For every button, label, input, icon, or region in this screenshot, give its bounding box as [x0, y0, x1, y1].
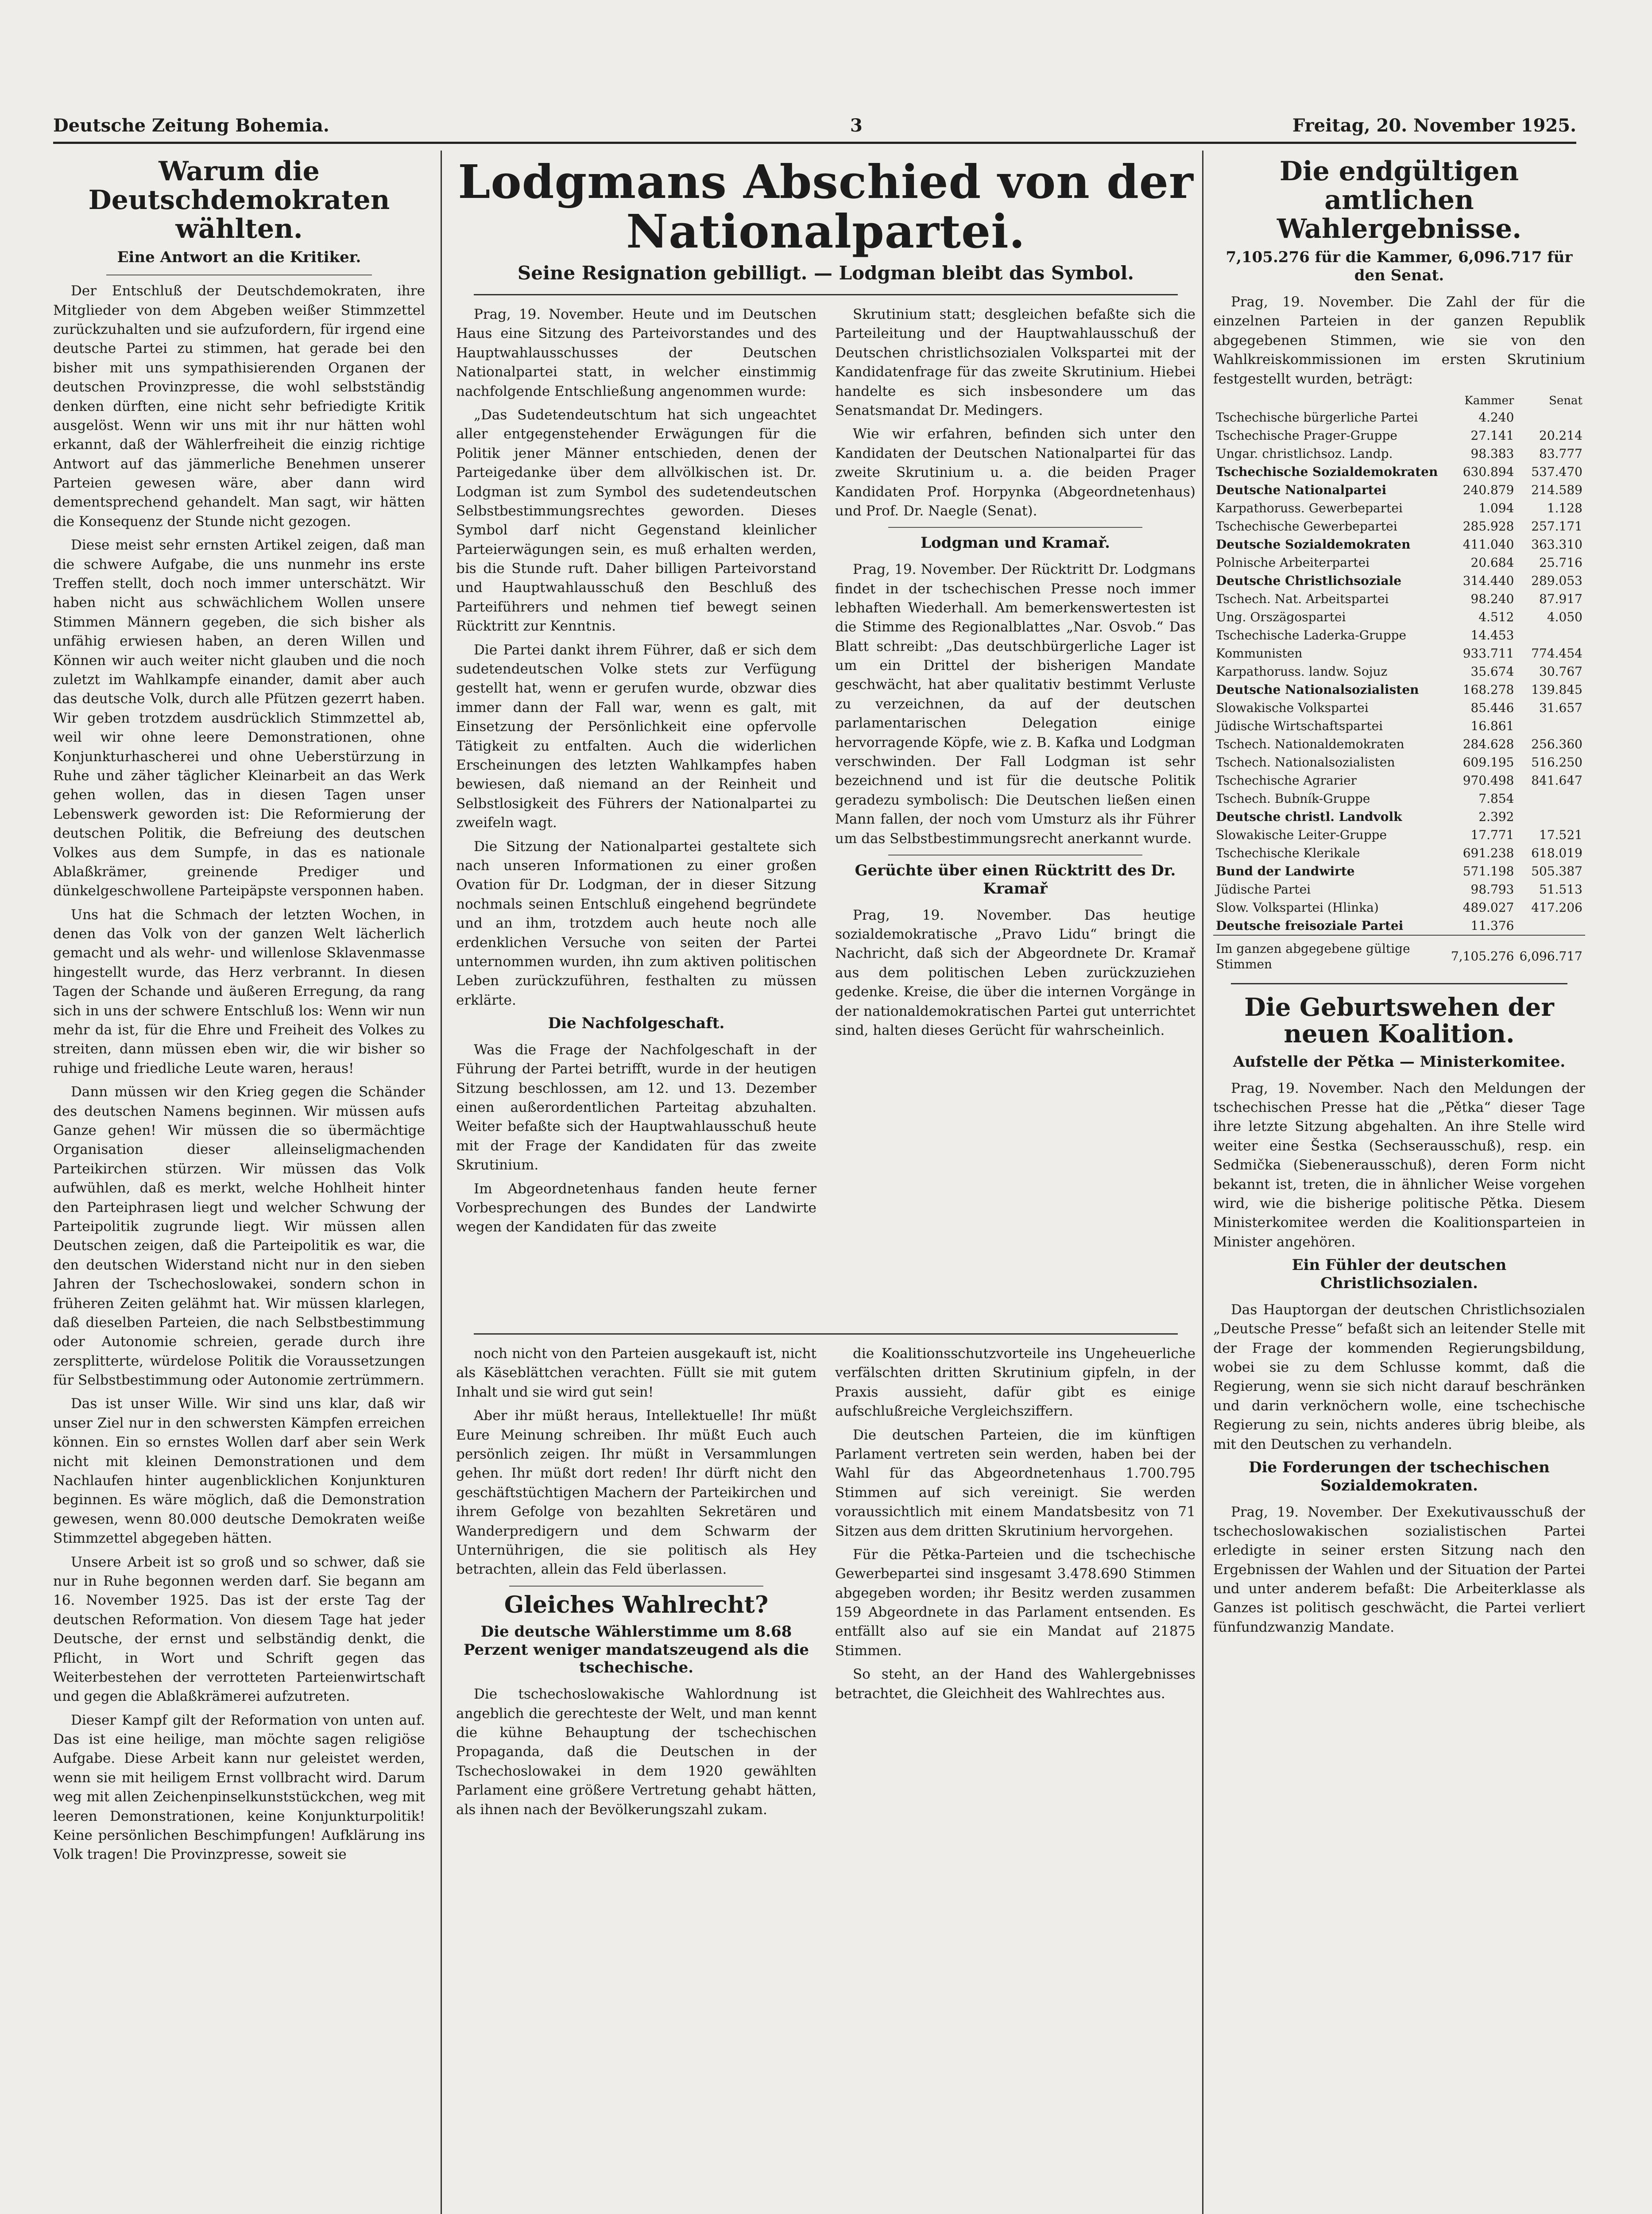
- divider: [474, 1333, 1178, 1335]
- table-row: [1213, 880, 1585, 898]
- table-row: [1213, 753, 1585, 771]
- table-row: [1213, 554, 1585, 572]
- paragraph: So steht, an der Hand des Wahlergebnisses betrachtet, die Gleichheit des Wahlrechtes aus.: [835, 1666, 1195, 1702]
- table-cell-senat: 417.206: [1531, 900, 1582, 915]
- table-cell-party: Deutsche christl. Landvolk: [1216, 809, 1402, 824]
- table-cell-party: Tschechische Gewerbepartei: [1216, 519, 1397, 534]
- table-cell-party: Karpathoruss. landw. Sojuz: [1216, 664, 1388, 679]
- article-subtitle-koalition: Aufstelle der Pětka — Ministerkomitee.: [1233, 1053, 1566, 1071]
- table-row: [1213, 517, 1585, 535]
- table-row: [1213, 844, 1585, 862]
- lower-article-body: [456, 1344, 1195, 1824]
- election-results-table: [1213, 393, 1585, 973]
- table-cell-kammer: 11.376: [1470, 918, 1514, 933]
- table-cell-kammer: 98.793: [1470, 882, 1514, 897]
- table-cell-party: Slowakische Leiter-Gruppe: [1216, 827, 1387, 842]
- table-cell-party: Ungar. christlichsoz. Landp.: [1216, 446, 1393, 461]
- paragraph: Prag, 19. November. Die Zahl der für die einzelnen Parteien in der ganzen Republik abgegebenen Stimmen, wie sie von den Wahlkreiskommissionen im ersten Skrutinium festgestellt wurden, beträgt:: [1213, 294, 1585, 387]
- table-cell-party: Tschech. Bubník-Gruppe: [1216, 791, 1370, 806]
- table-cell-senat: 505.387: [1531, 863, 1582, 879]
- table-cell-party: Tschechische Laderka-Gruppe: [1216, 627, 1407, 643]
- paragraph: Was die Frage der Nachfolgeschaft in der Führung der Partei betrifft, wurde in der heutigen Sitzung beschlossen, am 12. und 13. Dezember einen außerordentlichen Parteitag abzuhalten. Weiter befaßte sich der Hauptwahlausschuß heute mit der Frage der Kandidaten für das zweite Skrutinium.: [456, 1041, 816, 1173]
- table-cell-party: Slowakische Volkspartei: [1216, 700, 1369, 715]
- table-header-senat: Senat: [1549, 394, 1582, 407]
- table-cell-senat: 4.050: [1547, 609, 1582, 624]
- article-subtitle-wahlergebnisse: 7,105.276 für die Kammer, 6,096.717 für den Senat.: [1226, 248, 1573, 285]
- table-row: [1213, 535, 1585, 554]
- column-center: [456, 157, 1195, 2214]
- paragraph: „Das Sudetendeutschtum hat sich ungeachtet aller entgegenstehender Erwägungen für die Politik jener Männer entschieden, denen der Parteigedanke über dem allvölkischen ist. Dr. Lodgman ist zum Symbol des sudetendeutschen Selbstbestimmungsrechtes geworden. Dieses Symbol darf nicht Gegenstand kleinlicher Parteierwägungen sein, es muß erhalten werden, bis die Stunde ruft. Daher billigen Parteivorstand und Hauptwahlausschuß den Beschluß des Parteiführers und nehmen tief bewegt seinen Rücktritt zur Kenntnis.: [456, 406, 816, 635]
- divider: [474, 294, 1178, 295]
- section-heading-geruechte: Gerüchte über einen Rücktritt des Dr. Kramař: [855, 861, 1176, 898]
- table-cell-kammer: 16.861: [1470, 718, 1514, 733]
- table-cell-senat: 841.647: [1531, 773, 1582, 788]
- table-cell-kammer: 691.238: [1462, 845, 1514, 860]
- divider: [888, 527, 1142, 528]
- table-cell-senat: 363.310: [1531, 537, 1582, 552]
- table-cell-kammer: 35.674: [1470, 664, 1514, 679]
- table-cell-senat: 257.171: [1531, 519, 1582, 534]
- table-cell-kammer: 168.278: [1462, 682, 1514, 697]
- table-row: [1213, 608, 1585, 626]
- table-cell-kammer: 17.771: [1470, 827, 1514, 842]
- lodgman-article-body: [456, 305, 1195, 1324]
- table-cell-kammer: 630.894: [1462, 464, 1514, 479]
- table-cell-party: Tschech. Nationaldemokraten: [1216, 736, 1404, 751]
- table-cell-party: Deutsche Christlichsoziale: [1216, 573, 1402, 588]
- subheading-wahlrecht: Die deutsche Wählerstimme um 8.68 Perzent weniger mandatszeugend als die tschechische.: [463, 1622, 809, 1677]
- table-cell-senat: 51.513: [1539, 882, 1582, 897]
- table-row: [1213, 445, 1585, 463]
- table-cell-senat: 516.250: [1531, 755, 1582, 770]
- section-heading-kramar: Lodgman und Kramař.: [921, 534, 1110, 552]
- table-cell-senat: [1517, 717, 1585, 735]
- total-kammer: 7,105.276: [1448, 935, 1517, 973]
- table-cell-kammer: 609.195: [1462, 755, 1514, 770]
- divider: [1231, 983, 1567, 984]
- paragraph: Die Sitzung der Nationalpartei gestaltete sich nach unseren Informationen zu einer großen Ovation für Dr. Lodgman, der in dieser Sitzung nochmals seinen Entschluß eingehend begründete und an ihm, trotzdem auch heute noch alle erdenklichen Versuche von seiten der Partei unternommen wurden, ihn zum aktiven politischen Leben zurückzuführen, festhalten zu müssen erklärte.: [456, 838, 816, 1008]
- table-cell-senat: 214.589: [1531, 482, 1582, 497]
- paragraph: Die deutschen Parteien, die im künftigen Parlament vertreten sein werden, haben bei der Wahl für das Abgeordnetenhaus 1.700.795 Stimmen auf sich vereinigt. Sie werden voraussichtlich mit einem Mandatsbesitz von 71 Sitzen aus dem dritten Skrutinium hervorgehen.: [835, 1427, 1195, 1539]
- paragraph: Im Abgeordnetenhaus fanden heute ferner Vorbesprechungen des Bundes der Landwirte wegen der Kandidaten für das zweite: [456, 1181, 816, 1235]
- paragraph: Skrutinium statt; desgleichen befaßte sich die Parteileitung und der Hauptwahlausschuß der Deutschen christlichsozialen Volkspartei mit der Kandidatenfrage für das zweite Skrutinium. Hiebei handelte es sich insbesondere um das Senatsmandat Dr. Medingers.: [835, 306, 1195, 418]
- table-cell-party: Kommunisten: [1216, 646, 1303, 661]
- table-row: [1213, 771, 1585, 790]
- table-cell-kammer: 284.628: [1462, 736, 1514, 751]
- table-cell-senat: 87.917: [1539, 591, 1582, 606]
- table-cell-party: Jüdische Partei: [1216, 882, 1311, 897]
- table-cell-kammer: 27.141: [1470, 428, 1514, 443]
- paper-name: Deutsche Zeitung Bohemia.: [53, 115, 329, 136]
- section-heading-nachfolgeschaft: Die Nachfolgeschaft.: [548, 1014, 725, 1033]
- divider: [509, 1586, 763, 1587]
- table-cell-senat: 25.716: [1539, 555, 1582, 570]
- table-cell-party: Tschechische bürgerliche Partei: [1216, 410, 1418, 425]
- table-row: [1213, 826, 1585, 844]
- table-cell-kammer: 4.512: [1478, 609, 1514, 624]
- table-row: [1213, 626, 1585, 644]
- table-cell-senat: 618.019: [1531, 845, 1582, 860]
- table-cell-party: Tschechische Prager-Gruppe: [1216, 428, 1397, 443]
- total-label: Im ganzen abgegebene gültige Stimmen: [1213, 935, 1448, 973]
- table-row: [1213, 499, 1585, 517]
- table-cell-kammer: 2.392: [1478, 809, 1514, 824]
- table-row: [1213, 463, 1585, 481]
- table-cell-senat: 256.360: [1531, 736, 1582, 751]
- issue-date: Freitag, 20. November 1925.: [1292, 115, 1576, 136]
- table-cell-senat: 83.777: [1539, 446, 1582, 461]
- table-cell-kammer: 14.453: [1470, 627, 1514, 643]
- column-right: [1213, 157, 1585, 2214]
- table-total-row: [1213, 935, 1585, 973]
- table-row: [1213, 572, 1585, 590]
- paragraph: Der Entschluß der Deutschdemokraten, ihre Mitglieder von dem Abgeben weißer Stimmzettel zurückzuhalten und sie aufzufordern, für irgend eine deutsche Partei zu stimmen, hat gerade bei den bisher mit uns sympathisierenden Organen der deutschen Provinzpresse, die wohl selbstständig denken dürften, eine nicht sehr befriedigte Kritik ausgelöst. Wenn wir uns mit ihr nur hätten wohl erkannt, daß der Wählerfreiheit die einzig richtige Antwort auf das jämmerliche Benehmen unserer Parteien gewesen wäre, aber dann wird dementsprechend gehandelt. Man sagt, wir hätten die Konsequenz der Stunde nicht gezogen.: [53, 283, 425, 530]
- table-cell-kammer: 240.879: [1462, 482, 1514, 497]
- paragraph: Dann müssen wir den Krieg gegen die Schänder des deutschen Namens beginnen. Wir müssen aufs Ganze gehen! Wir müssen die so übermächtige Organisation dieser alleinseligmachenden Parteikirchen stürzen. Wir müssen das Volk aufwühlen, daß es merkt, welche Hohlheit hinter den Parteiphrasen liegt und welcher Schwung der Parteipolitik zugrunde liegt. Wir müssen allen Deutschen zeigen, daß die Parteipolitik es war, die den deutschen Widerstand nicht nur in den sieben Jahren der Tschechoslowakei, sondern schon in früheren Zeiten gelähmt hat. Wir müssen klarlegen, daß dieselben Parteien, die nach Selbstbestimmung oder Autonomie schreien, gerade durch ihre zersplitterte, würdelose Politik die Voraussetzungen für Selbstbestimmung oder Autonomie zertrümmern.: [53, 1084, 425, 1389]
- table-cell-senat: 774.454: [1531, 646, 1582, 661]
- masthead: [53, 111, 1576, 144]
- table-cell-kammer: 85.446: [1470, 700, 1514, 715]
- paragraph: Prag, 19. November. Nach den Meldungen der tschechischen Presse hat die „Pětka“ dieser Tage ihre letzte Sitzung abgehalten. An ihre Stelle wird weiter eine Šestka (Sechserausschuß), resp. ein Sedmička (Siebenerausschuß), deren Form nicht bekannt ist, treten, die in ähnlicher Weise vorgehen wird, wie die bisherige politische Pětka. Diesem Ministerkomitee werden die Koalitionsparteien in Minister angehören.: [1213, 1080, 1585, 1250]
- table-cell-kammer: 970.498: [1462, 773, 1514, 788]
- table-cell-kammer: 98.240: [1470, 591, 1514, 606]
- table-header-row: [1213, 393, 1585, 408]
- table-cell-senat: 31.657: [1539, 700, 1582, 715]
- table-cell-party: Deutsche freisoziale Partei: [1216, 918, 1404, 933]
- table-cell-party: Tschechische Sozialdemokraten: [1216, 464, 1438, 479]
- paragraph: Wie wir erfahren, befinden sich unter den Kandidaten der Deutschen Nationalpartei für das zweite Skrutinium u. a. die beiden Prager Kandidaten Prof. Horpynka (Abgeordnetenhaus) und Prof. Dr. Naegle (Senat).: [835, 426, 1195, 519]
- table-cell-kammer: 571.198: [1462, 863, 1514, 879]
- table-row: [1213, 862, 1585, 880]
- column-left: [53, 157, 425, 2214]
- table-cell-senat: [1517, 626, 1585, 644]
- lower-column-a: [456, 1344, 816, 1824]
- table-cell-party: Slow. Volkspartei (Hlinka): [1216, 900, 1379, 915]
- table-cell-kammer: 1.094: [1478, 500, 1514, 515]
- section-heading-forderungen: Die Forderungen der tschechischen Sozialdemokraten.: [1249, 1458, 1550, 1494]
- table-cell-senat: 139.845: [1531, 682, 1582, 697]
- table-row: [1213, 808, 1585, 826]
- table-cell-party: Tschechische Klerikale: [1216, 845, 1360, 860]
- table-row: [1213, 917, 1585, 935]
- table-cell-kammer: 20.684: [1470, 555, 1514, 570]
- paragraph: Unsere Arbeit ist so groß und so schwer, daß sie nur in Ruhe begonnen werden darf. Sie begann am 16. November 1925. Das ist der erste Tag der deutschen Reformation. Von diesem Tage hat jeder Deutsche, der ernst und selbständig denkt, die Pflicht, in Wort und Schrift gegen das Weiterbestehen der verrotteten Parteienwirtschaft und gegen die Ablaßkrämerei aufzutreten.: [53, 1554, 425, 1705]
- paragraph: Prag, 19. November. Das heutige sozialdemokratische „Pravo Lidu“ bringt die Nachricht, daß sich der Abgeordnete Dr. Kramař aus dem politischen Leben zurückzuziehen gedenke. Kreise, die über die internen Vorgänge in der nationaldemokratischen Partei gut unterrichtet sind, halten dieses Gerücht für wahrscheinlich.: [835, 907, 1195, 1038]
- table-cell-party: Polnische Arbeiterpartei: [1216, 555, 1370, 570]
- table-cell-senat: [1517, 790, 1585, 808]
- page-number: 3: [850, 115, 863, 136]
- subheadline-lodgman: Seine Resignation gebilligt. — Lodgman bleibt das Symbol.: [517, 262, 1134, 284]
- table-cell-party: Bund der Landwirte: [1216, 863, 1355, 879]
- paragraph: noch nicht von den Parteien ausgekauft ist, nicht als Käseblättchen verachten. Füllt sie mit gutem Inhalt und sie wird gut sein!: [456, 1346, 816, 1400]
- table-body: [1213, 408, 1585, 935]
- table-cell-kammer: 933.711: [1462, 646, 1514, 661]
- article-subtitle-deutschdemokraten: Eine Antwort an die Kritiker.: [117, 248, 361, 267]
- table-cell-senat: 537.470: [1531, 464, 1582, 479]
- paragraph: Dieser Kampf gilt der Reformation von unten auf. Das ist eine heilige, man möchte sagen religiöse Aufgabe. Diese Arbeit kann nur geleistet werden, wenn sie mit heiligem Ernst vollbracht wird. Darum weg mit allen Zeichenpinselkunststückchen, weg mit leeren Demonstrationen, keine Konjunkturpolitik! Keine persönlichen Beschimpfungen! Aufklärung ins Volk tragen! Die Provinzpresse, soweit sie: [53, 1712, 425, 1863]
- table-row: [1213, 699, 1585, 717]
- section-heading-wahlrecht: Gleiches Wahlrecht?: [504, 1591, 769, 1618]
- table-cell-senat: 17.521: [1539, 827, 1582, 842]
- table-cell-party: Tschech. Nationalsozialisten: [1216, 755, 1395, 770]
- table-cell-kammer: 411.040: [1462, 537, 1514, 552]
- paragraph: Für die Pětka-Parteien und die tschechische Gewerbepartei sind insgesamt 3.478.690 Stimmen abgegeben worden; ihr Besitz werden zusammen 159 Abgeordnete in das Parlament entsenden. Es entfällt also auf sie ein Mandat auf 21875 Stimmen.: [835, 1546, 1195, 1659]
- table-cell-party: Deutsche Sozialdemokraten: [1216, 537, 1411, 552]
- paragraph: Das Hauptorgan der deutschen Christlichsozialen „Deutsche Presse“ befaßt sich an leitender Stelle mit der Frage der kommenden Regierungsbildung, wobei sie zu dem Schlusse kommt, daß die Regierung, wenn sie sich nicht darauf beschränken und darin verknöchern wolle, eine tschechische Regierung zu sein, nichts anderes übrig bleibe, als mit den Deutschen zu verhandeln.: [1213, 1301, 1585, 1452]
- table-cell-party: Tschech. Nat. Arbeitspartei: [1216, 591, 1389, 606]
- table-cell-party: Ung. Orszägospartei: [1216, 609, 1346, 624]
- article-title-deutschdemokraten: Warum die Deutschdemokraten wählten.: [88, 157, 390, 244]
- table-cell-senat: [1517, 808, 1585, 826]
- lower-column-b: [835, 1344, 1195, 1824]
- table-cell-kammer: 489.027: [1462, 900, 1514, 915]
- table-row: [1213, 590, 1585, 608]
- paragraph: die Koalitionsschutzvorteile ins Ungeheuerliche verfälschten dritten Skrutinium gipfeln, in der Praxis aussieht, dafür gibt es einige aufschlußreiche Vergleichsziffern.: [835, 1346, 1195, 1420]
- table-row: [1213, 481, 1585, 499]
- table-row: [1213, 681, 1585, 699]
- table-row: [1213, 426, 1585, 445]
- table-cell-party: Deutsche Nationalsozialisten: [1216, 682, 1419, 697]
- section-heading-christlichsoziale: Ein Fühler der deutschen Christlichsozialen.: [1292, 1256, 1507, 1292]
- headline-lodgman: Lodgmans Abschied von der Nationalpartei.: [458, 157, 1194, 259]
- table-row: [1213, 898, 1585, 917]
- paragraph: Die tschechoslowakische Wahlordnung ist angeblich die gerechteste der Welt, und man kennt die kühne Behauptung der tschechischen Propaganda, daß die Deutschen in der Tschechoslowakei in dem 1920 gewählten Parlament eine größere Vertretung gehabt hätten, als ihnen nach der Bevölkerungszahl zukam.: [456, 1686, 816, 1818]
- table-row: [1213, 644, 1585, 662]
- table-cell-party: Karpathoruss. Gewerbepartei: [1216, 500, 1403, 515]
- lodgman-column-b: [835, 305, 1195, 1324]
- paragraph: Diese meist sehr ernsten Artikel zeigen, daß man die schwere Aufgabe, die uns nunmehr ins erste Treffen stellt, doch noch immer unterschätzt. Wir haben nicht aus schwächlichem Wollen unsere Stimmen Männern gegeben, die sich bisher als unfähig erwiesen haben, an deren Willen und Können wir auch weiter nicht glauben und die noch zuletzt im Wahlkampfe einander, damit aber auch das deutsche Volk, durch alle Pfützen gezerrt haben. Wir geben trotzdem ausdrücklich Stimmzettel ab, weil wir ohne leere Demonstrationen, ohne Konjunkturhascherei und ohne Ueberstürzung in Ruhe und zäher täglicher Kleinarbeit an das Werk gehen wollen, das in diesen Tagen unser Lebenswerk geworden ist: Die Reformierung der deutschen Politik, die Befreiung des deutschen Volkes aus dem Sumpfe, in das es nationale Ablaßkrämer, greinende Prediger und dünkelgeschwollene Parteipäpste versponnen haben.: [53, 537, 425, 899]
- table-row: [1213, 408, 1585, 426]
- total-senat: 6,096.717: [1517, 935, 1585, 973]
- table-row: [1213, 662, 1585, 681]
- table-header-kammer: Kammer: [1464, 394, 1514, 407]
- article-title-koalition: Die Geburtswehen der neuen Koalition.: [1244, 992, 1554, 1049]
- table-cell-party: Jüdische Wirtschaftspartei: [1216, 718, 1383, 733]
- table-row: [1213, 735, 1585, 753]
- table-cell-senat: 20.214: [1539, 428, 1582, 443]
- column-rule-left: [441, 151, 442, 2214]
- table-cell-party: Deutsche Nationalpartei: [1216, 482, 1387, 497]
- table-cell-senat: 289.053: [1531, 573, 1582, 588]
- paragraph: Uns hat die Schmach der letzten Wochen, in denen das Volk von der ganzen Welt lächerlich gemacht und als wehr- und willenlose Sklavenmasse hingestellt wurde, das Herz verbrannt. In diesen Tagen der Schande und äußeren Erregung, da rang sich in uns der schwere Entschluß los: Wenn wir nun mehr da ist, für die Ehre und Freiheit des Volkes zu streiten, dann müssen eben wir, die wir bisher so ruhige und friedliche Leute waren, heraus!: [53, 906, 425, 1076]
- table-row: [1213, 790, 1585, 808]
- table-cell-kammer: 98.383: [1470, 446, 1514, 461]
- paragraph: Das ist unser Wille. Wir sind uns klar, daß wir unser Ziel nur in den schwersten Kämpfen erreichen können. Ein so ernstes Wollen darf aber sein Werk nicht mit kleinen Demonstrationen und dem Nachlaufen hinter augenblicklichen Konjunkturen beginnen. Es wäre möglich, daß die Demonstration gewesen, wenn 80.000 deutsche Demokraten weiße Stimmzettel abgegeben hätten.: [53, 1396, 425, 1547]
- table-cell-senat: [1517, 917, 1585, 935]
- column-rule-right: [1202, 151, 1203, 2214]
- article-title-wahlergebnisse: Die endgültigen amtlichen Wahlergebnisse.: [1277, 157, 1522, 244]
- paragraph: Aber ihr müßt heraus, Intellektuelle! Ihr müßt Eure Meinung schreiben. Ihr müßt Euch auch persönlich zeigen. Ihr müßt in Versammlungen gehen. Ihr müßt dort reden! Ihr dürft nicht den geschäftstüchtigen Machern der Parteikirchen und ihrem Gefolge von bezahlten Sekretären und Wanderpredigern und dem Schwarm der Unternührigen, die sie politisch als Hey betrachten, allein das Feld überlassen.: [456, 1408, 816, 1578]
- paragraph: Prag, 19. November. Heute und im Deutschen Haus eine Sitzung des Parteivorstandes und des Hauptwahlausschusses der Deutschen Nationalpartei statt, in welcher einstimmig nachfolgende Entschließung angenommen wurde:: [456, 306, 816, 399]
- lodgman-column-a: [456, 305, 816, 1324]
- paragraph: Prag, 19. November. Der Exekutivausschuß der tschechoslowakischen sozialistischen Partei erledigte in seiner ersten Sitzung nach den Ergebnissen der Wahlen und der Situation der Partei und unter anderem befaßt: Die Arbeiterklasse als Ganzes ist politisch geschwächt, die Partei verliert fünfundzwanzig Mandate.: [1213, 1504, 1585, 1635]
- paragraph: Die Partei dankt ihrem Führer, daß er sich dem sudetendeutschen Volke stets zur Verfügung gestellt hat, wenn er gerufen wurde, obzwar dies immer dann der Fall war, wenn es galt, mit Einsetzung der Persönlichkeit eine opfervolle Tätigkeit zu entfalten. Auch die widerlichen Erscheinungen des letzten Wahlkampfes haben bewiesen, daß niemand an der Reinheit und Selbstlosigkeit des Führers der Nationalpartei zu zweifeln wagt.: [456, 642, 816, 831]
- table-row: [1213, 717, 1585, 735]
- table-cell-party: Tschechische Agrarier: [1216, 773, 1357, 788]
- table-cell-senat: 30.767: [1539, 664, 1582, 679]
- table-cell-senat: [1517, 408, 1585, 426]
- table-cell-senat: 1.128: [1547, 500, 1582, 515]
- table-cell-kammer: 314.440: [1462, 573, 1514, 588]
- table-cell-kammer: 4.240: [1478, 410, 1514, 425]
- table-cell-kammer: 7.854: [1478, 791, 1514, 806]
- paragraph: Prag, 19. November. Der Rücktritt Dr. Lodgmans findet in der tschechischen Presse noch immer lebhaften Wiederhall. Am bemerkenswertesten ist die Stimme des Regionalblattes „Nar. Osvob.“ Das Blatt schreibt: „Das deutschbürgerliche Lager ist um ein Drittel der bisherigen Mandate geschwächt, hat aber qualitativ bestimmt Verluste zu verzeichnen, da auf der deutschen parlamentarischen Delegation einige hervorragende Köpfe, wie z. B. Kafka und Lodgman verschwinden. Der Fall Lodgman ist sehr bezeichnend und ist für die deutsche Politik geradezu symbolisch: Die Deutschen ließen einen Mann fallen, der noch vom Umsturz als ihr Führer um das Selbstbestimmungsrecht anerkannt wurde.: [835, 561, 1195, 847]
- table-cell-kammer: 285.928: [1462, 519, 1514, 534]
- table-header-party: [1213, 393, 1448, 408]
